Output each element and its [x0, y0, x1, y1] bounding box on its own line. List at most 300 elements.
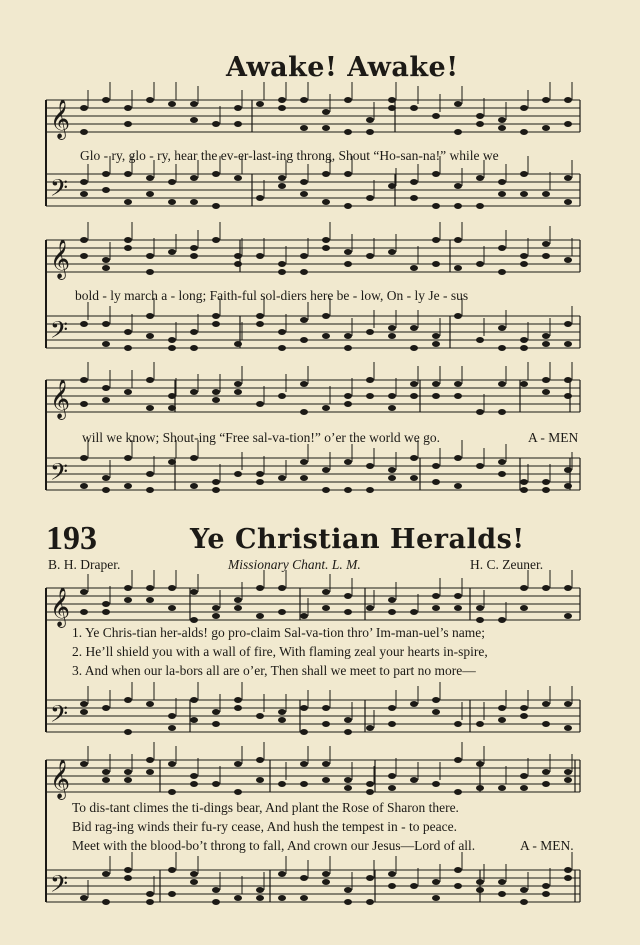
note-head — [344, 261, 352, 267]
note-head — [520, 899, 528, 905]
note-head — [410, 195, 418, 201]
note-head — [190, 455, 198, 461]
note-head — [322, 721, 330, 727]
note-head — [124, 697, 132, 703]
note-head — [212, 321, 220, 327]
note-head — [520, 337, 528, 343]
hymn-title: Awake! Awake! — [226, 52, 459, 83]
note-head — [190, 717, 198, 723]
note-head — [432, 203, 440, 209]
note-head — [344, 203, 352, 209]
note-head — [520, 129, 528, 135]
note-head — [498, 325, 506, 331]
note-head — [564, 769, 572, 775]
author-credit: B. H. Draper. — [48, 557, 121, 572]
bass-clef: 𝄢 — [50, 458, 69, 491]
note-head — [278, 781, 286, 787]
note-head — [432, 333, 440, 339]
note-head — [542, 701, 550, 707]
note-head — [498, 179, 506, 185]
note-head — [498, 879, 506, 885]
note-head — [80, 237, 88, 243]
note-head — [432, 113, 440, 119]
note-head — [520, 585, 528, 591]
note-head — [234, 261, 242, 267]
note-head — [366, 377, 374, 383]
note-head — [454, 265, 462, 271]
note-head — [102, 321, 110, 327]
bass-clef: 𝄢 — [50, 870, 69, 903]
note-head — [190, 781, 198, 787]
note-head — [432, 479, 440, 485]
note-head — [476, 409, 484, 415]
note-head — [454, 129, 462, 135]
note-head — [300, 381, 308, 387]
note-head — [124, 329, 132, 335]
note-head — [454, 593, 462, 599]
note-head — [366, 117, 374, 123]
note-head — [168, 405, 176, 411]
treble-clef: 𝄞 — [50, 99, 71, 139]
note-head — [190, 589, 198, 595]
note-head — [454, 393, 462, 399]
note-head — [80, 377, 88, 383]
note-head — [124, 245, 132, 251]
note-head — [300, 895, 308, 901]
note-head — [168, 585, 176, 591]
note-head — [498, 117, 506, 123]
note-head — [212, 709, 220, 715]
note-head — [190, 617, 198, 623]
note-head — [388, 705, 396, 711]
note-head — [388, 97, 396, 103]
verse-line: 2. He’ll shield you with a wall of fire, With flaming zeal your hearts in-spire, — [72, 644, 488, 659]
lyric-line: bold - ly march a - long; Faith-ful sol-diers here be - low, On - ly Je - sus — [75, 288, 469, 303]
note-head — [102, 187, 110, 193]
note-head — [278, 709, 286, 715]
note-head — [80, 455, 88, 461]
note-head — [454, 101, 462, 107]
note-head — [542, 97, 550, 103]
note-head — [432, 895, 440, 901]
note-head — [212, 721, 220, 727]
note-head — [564, 341, 572, 347]
note-head — [410, 475, 418, 481]
note-head — [388, 405, 396, 411]
note-head — [300, 317, 308, 323]
note-head — [388, 467, 396, 473]
note-head — [410, 265, 418, 271]
note-head — [234, 471, 242, 477]
note-head — [476, 785, 484, 791]
note-head — [124, 597, 132, 603]
note-head — [366, 393, 374, 399]
note-head — [520, 253, 528, 259]
note-head — [564, 199, 572, 205]
note-head — [102, 397, 110, 403]
note-head — [168, 761, 176, 767]
note-head — [80, 179, 88, 185]
note-head — [212, 397, 220, 403]
note-head — [564, 701, 572, 707]
note-head — [146, 253, 154, 259]
note-head — [212, 887, 220, 893]
note-head — [388, 249, 396, 255]
note-head — [366, 129, 374, 135]
note-head — [278, 717, 286, 723]
note-head — [190, 773, 198, 779]
note-head — [124, 455, 132, 461]
note-head — [300, 729, 308, 735]
note-head — [388, 785, 396, 791]
note-head — [256, 101, 264, 107]
note-head — [278, 585, 286, 591]
note-head — [564, 97, 572, 103]
note-head — [410, 325, 418, 331]
note-head — [190, 345, 198, 351]
note-head — [498, 717, 506, 723]
note-head — [564, 121, 572, 127]
note-head — [124, 777, 132, 783]
note-head — [322, 467, 330, 473]
note-head — [564, 257, 572, 263]
note-head — [322, 487, 330, 493]
note-head — [564, 321, 572, 327]
note-head — [388, 773, 396, 779]
note-head — [498, 269, 506, 275]
note-head — [212, 237, 220, 243]
note-head — [80, 709, 88, 715]
note-head — [344, 401, 352, 407]
note-head — [234, 895, 242, 901]
note-head — [124, 345, 132, 351]
note-head — [454, 381, 462, 387]
note-head — [124, 585, 132, 591]
note-head — [366, 899, 374, 905]
verse-line: Bid rag-ing winds their fu-ry cease, And hush the tempest in - to peace. — [72, 819, 458, 834]
note-head — [564, 585, 572, 591]
note-head — [124, 875, 132, 881]
note-head — [542, 487, 550, 493]
note-head — [454, 789, 462, 795]
note-head — [190, 329, 198, 335]
note-head — [520, 479, 528, 485]
note-head — [300, 269, 308, 275]
note-head — [278, 175, 286, 181]
note-head — [168, 199, 176, 205]
note-head — [124, 483, 132, 489]
note-head — [278, 261, 286, 267]
note-head — [278, 393, 286, 399]
note-head — [168, 393, 176, 399]
note-head — [564, 175, 572, 181]
note-head — [234, 761, 242, 767]
note-head — [124, 389, 132, 395]
treble-clef: 𝄞 — [50, 379, 71, 419]
note-head — [498, 245, 506, 251]
note-head — [322, 237, 330, 243]
note-head — [410, 381, 418, 387]
note-head — [168, 789, 176, 795]
note-head — [80, 253, 88, 259]
note-head — [190, 245, 198, 251]
note-head — [366, 789, 374, 795]
note-head — [102, 265, 110, 271]
note-head — [432, 381, 440, 387]
note-head — [542, 769, 550, 775]
note-head — [432, 697, 440, 703]
note-head — [146, 269, 154, 275]
note-head — [80, 321, 88, 327]
note-head — [520, 605, 528, 611]
note-head — [564, 393, 572, 399]
note-head — [80, 191, 88, 197]
note-head — [256, 777, 264, 783]
note-head — [410, 345, 418, 351]
note-head — [322, 313, 330, 319]
note-head — [168, 337, 176, 343]
note-head — [388, 183, 396, 189]
note-head — [410, 609, 418, 615]
note-head — [322, 405, 330, 411]
note-head — [454, 757, 462, 763]
note-head — [102, 899, 110, 905]
note-head — [366, 253, 374, 259]
note-head — [388, 883, 396, 889]
meter-label: Missionary Chant. L. M. — [228, 557, 361, 572]
note-head — [520, 887, 528, 893]
hymn-number: 193 — [46, 520, 97, 557]
note-head — [300, 337, 308, 343]
note-head — [212, 605, 220, 611]
note-head — [388, 475, 396, 481]
note-head — [432, 261, 440, 267]
note-head — [256, 613, 264, 619]
note-head — [542, 377, 550, 383]
bass-clef: 𝄢 — [50, 700, 69, 733]
note-head — [542, 253, 550, 259]
note-head — [168, 605, 176, 611]
note-head — [410, 393, 418, 399]
note-head — [322, 705, 330, 711]
note-head — [454, 883, 462, 889]
note-head — [124, 867, 132, 873]
note-head — [278, 97, 286, 103]
note-head — [300, 97, 308, 103]
note-head — [322, 109, 330, 115]
note-head — [344, 171, 352, 177]
note-head — [234, 253, 242, 259]
note-head — [102, 871, 110, 877]
note-head — [168, 101, 176, 107]
note-head — [344, 777, 352, 783]
note-head — [344, 609, 352, 615]
note-head — [520, 381, 528, 387]
note-head — [322, 879, 330, 885]
note-head — [344, 459, 352, 465]
note-head — [234, 105, 242, 111]
note-head — [102, 257, 110, 263]
note-head — [454, 455, 462, 461]
note-head — [212, 171, 220, 177]
note-head — [146, 757, 154, 763]
note-head — [300, 475, 308, 481]
note-head — [102, 475, 110, 481]
note-head — [454, 313, 462, 319]
note-head — [432, 879, 440, 885]
note-head — [102, 705, 110, 711]
note-head — [498, 345, 506, 351]
note-head — [124, 171, 132, 177]
note-head — [476, 605, 484, 611]
note-head — [256, 321, 264, 327]
note-head — [476, 463, 484, 469]
note-head — [124, 769, 132, 775]
note-head — [300, 253, 308, 259]
note-head — [300, 613, 308, 619]
note-head — [520, 773, 528, 779]
note-head — [366, 329, 374, 335]
note-head — [564, 613, 572, 619]
note-head — [256, 401, 264, 407]
note-head — [388, 609, 396, 615]
note-head — [322, 125, 330, 131]
note-head — [410, 883, 418, 889]
note-head — [432, 781, 440, 787]
note-head — [212, 781, 220, 787]
note-head — [146, 769, 154, 775]
note-head — [102, 341, 110, 347]
note-head — [520, 487, 528, 493]
note-head — [322, 605, 330, 611]
note-head — [300, 781, 308, 787]
note-head — [256, 887, 264, 893]
note-head — [476, 761, 484, 767]
note-head — [564, 867, 572, 873]
note-head — [520, 785, 528, 791]
note-head — [564, 777, 572, 783]
note-head — [432, 709, 440, 715]
note-head — [542, 721, 550, 727]
note-head — [212, 479, 220, 485]
bass-clef: 𝄢 — [50, 174, 69, 207]
note-head — [432, 237, 440, 243]
note-head — [80, 105, 88, 111]
note-head — [476, 113, 484, 119]
note-head — [256, 313, 264, 319]
note-head — [212, 899, 220, 905]
note-head — [256, 895, 264, 901]
note-head — [542, 333, 550, 339]
note-head — [564, 483, 572, 489]
note-head — [344, 785, 352, 791]
note-head — [168, 891, 176, 897]
note-head — [212, 313, 220, 319]
note-head — [190, 879, 198, 885]
note-head — [520, 345, 528, 351]
note-head — [454, 237, 462, 243]
note-head — [344, 717, 352, 723]
note-head — [476, 879, 484, 885]
note-head — [410, 777, 418, 783]
note-head — [212, 389, 220, 395]
note-head — [80, 701, 88, 707]
note-head — [102, 601, 110, 607]
note-head — [542, 191, 550, 197]
note-head — [300, 191, 308, 197]
treble-clef: 𝄞 — [50, 587, 71, 627]
note-head — [344, 487, 352, 493]
note-head — [542, 883, 550, 889]
note-head — [366, 605, 374, 611]
note-head — [146, 191, 154, 197]
note-head — [322, 245, 330, 251]
note-head — [366, 487, 374, 493]
note-head — [124, 105, 132, 111]
note-head — [454, 203, 462, 209]
note-head — [542, 479, 550, 485]
note-head — [234, 597, 242, 603]
note-head — [190, 483, 198, 489]
note-head — [300, 875, 308, 881]
note-head — [146, 891, 154, 897]
note-head — [564, 875, 572, 881]
note-head — [300, 179, 308, 185]
note-head — [80, 761, 88, 767]
note-head — [542, 891, 550, 897]
note-head — [476, 261, 484, 267]
note-head — [146, 597, 154, 603]
note-head — [498, 785, 506, 791]
note-head — [542, 341, 550, 347]
note-head — [344, 887, 352, 893]
note-head — [520, 713, 528, 719]
note-head — [102, 777, 110, 783]
lyric-line: Glo - ry, glo - ry, hear the ev-er-last-ing throng, Shout “Ho-san-na!” while we — [80, 148, 499, 163]
note-head — [234, 341, 242, 347]
note-head — [256, 713, 264, 719]
note-head — [234, 789, 242, 795]
note-head — [344, 393, 352, 399]
note-head — [80, 589, 88, 595]
note-head — [498, 617, 506, 623]
note-head — [432, 463, 440, 469]
note-head — [542, 781, 550, 787]
note-head — [190, 697, 198, 703]
note-head — [388, 597, 396, 603]
note-head — [564, 725, 572, 731]
note-head — [234, 697, 242, 703]
note-head — [146, 487, 154, 493]
note-head — [190, 253, 198, 259]
note-head — [278, 269, 286, 275]
note-head — [322, 199, 330, 205]
note-head — [476, 617, 484, 623]
note-head — [124, 121, 132, 127]
note-head — [102, 609, 110, 615]
note-head — [542, 585, 550, 591]
note-head — [476, 203, 484, 209]
note-head — [190, 175, 198, 181]
note-head — [476, 121, 484, 127]
note-head — [564, 467, 572, 473]
note-head — [80, 609, 88, 615]
note-head — [520, 191, 528, 197]
note-head — [278, 329, 286, 335]
verse-line: To dis-tant climes the ti-dings bear, And plant the Rose of Sharon there. — [72, 800, 459, 815]
note-head — [234, 705, 242, 711]
bass-clef: 𝄢 — [50, 316, 69, 349]
